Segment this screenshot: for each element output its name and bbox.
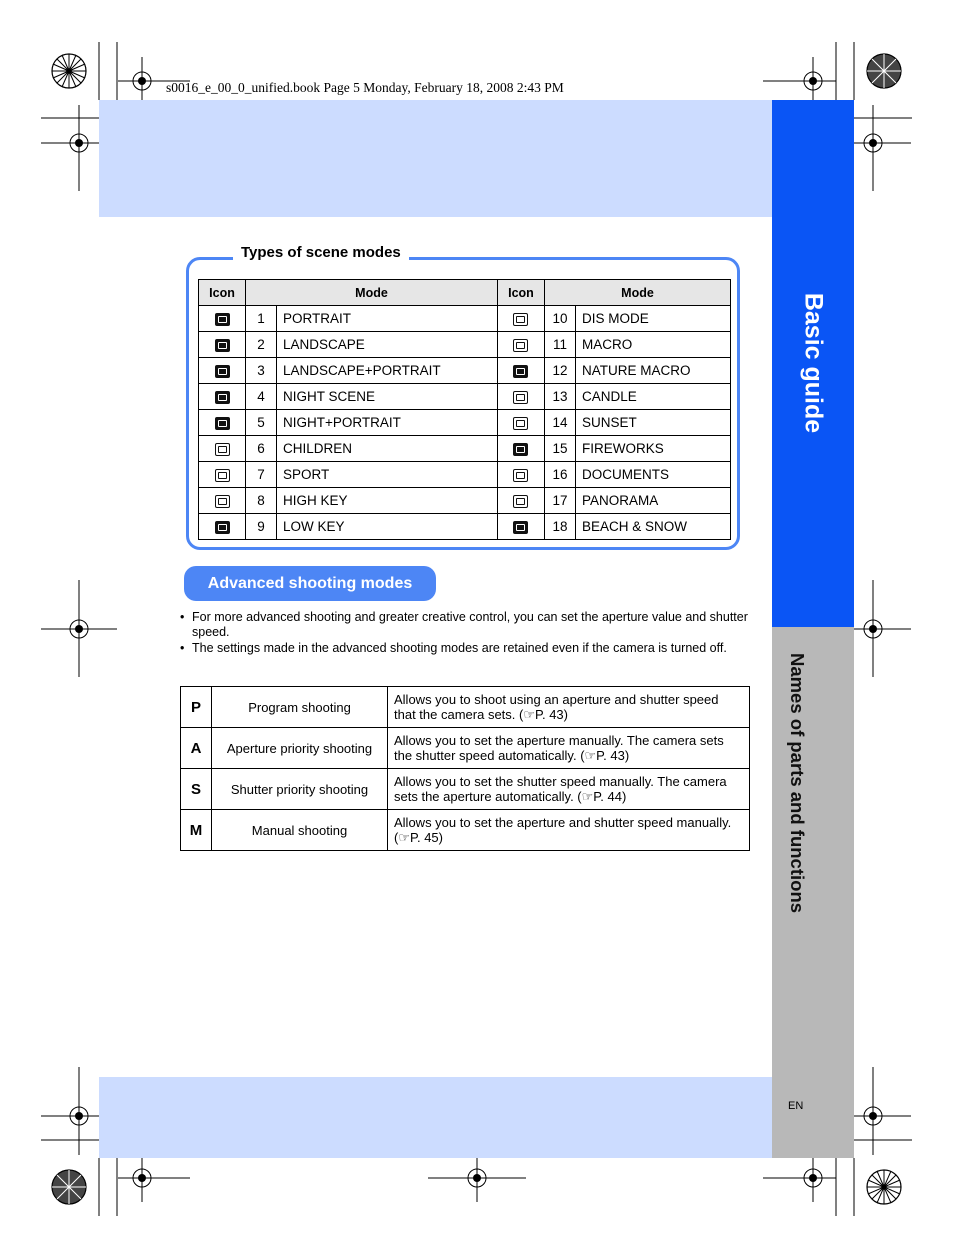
- table-header-row: [199, 280, 731, 306]
- landscape-icon: [215, 339, 230, 352]
- table-row: [199, 384, 731, 410]
- icon-cell: [199, 358, 246, 384]
- table-row: [181, 810, 750, 851]
- table-row: [199, 306, 731, 332]
- header-mode: Mode: [544, 280, 730, 306]
- mode-name: LANDSCAPE: [277, 332, 498, 358]
- mode-name: HIGH KEY: [277, 488, 498, 514]
- mode-letter: S: [181, 769, 212, 810]
- mode-number: 2: [246, 332, 277, 358]
- icon-cell: [199, 332, 246, 358]
- children-icon: [215, 443, 230, 456]
- icon-cell: [497, 514, 544, 540]
- mode-name: LOW KEY: [277, 514, 498, 540]
- table-row: [199, 436, 731, 462]
- table-row: [199, 332, 731, 358]
- scene-modes-title: Types of scene modes: [233, 244, 409, 261]
- mode-number: 14: [544, 410, 575, 436]
- language-label: EN: [788, 1100, 804, 1112]
- icon-cell: [497, 488, 544, 514]
- mode-name: BEACH & SNOW: [575, 514, 730, 540]
- header-icon: Icon: [497, 280, 544, 306]
- mode-name: Program shooting: [212, 687, 388, 728]
- icon-cell: [199, 436, 246, 462]
- side-tab-names-parts-label: Names of parts and functions: [787, 652, 808, 914]
- sunset-icon: [513, 417, 528, 430]
- mode-number: 13: [544, 384, 575, 410]
- mode-number: 15: [544, 436, 575, 462]
- mode-number: 18: [544, 514, 575, 540]
- icon-cell: [497, 436, 544, 462]
- mode-name: NIGHT SCENE: [277, 384, 498, 410]
- mode-letter: A: [181, 728, 212, 769]
- header-mode: Mode: [246, 280, 498, 306]
- icon-cell: [199, 306, 246, 332]
- icon-cell: [497, 410, 544, 436]
- candle-icon: [513, 391, 528, 404]
- mode-name: Shutter priority shooting: [212, 769, 388, 810]
- header-icon: Icon: [199, 280, 246, 306]
- mode-description: Allows you to set the shutter speed manually. The camera sets the aperture automatically. (☞P. 44): [388, 769, 750, 810]
- low-key-icon: [215, 521, 230, 534]
- mode-number: 3: [246, 358, 277, 384]
- mode-number: 7: [246, 462, 277, 488]
- icon-cell: [497, 384, 544, 410]
- mode-description: Allows you to shoot using an aperture and shutter speed that the camera sets. (☞P. 43): [388, 687, 750, 728]
- high-key-icon: [215, 495, 230, 508]
- mode-number: 8: [246, 488, 277, 514]
- mode-letter: P: [181, 687, 212, 728]
- mode-number: 9: [246, 514, 277, 540]
- bottom-band: [99, 1077, 772, 1158]
- mode-description: Allows you to set the aperture and shutter speed manually. (☞P. 45): [388, 810, 750, 851]
- mode-name: NIGHT+PORTRAIT: [277, 410, 498, 436]
- nature-macro-icon: [513, 365, 528, 378]
- dis-mode-icon: [513, 313, 528, 326]
- icon-cell: [199, 462, 246, 488]
- mode-name: CANDLE: [575, 384, 730, 410]
- night-portrait-icon: [215, 417, 230, 430]
- documents-icon: [513, 469, 528, 482]
- icon-cell: [497, 358, 544, 384]
- side-tab-names-parts[interactable]: [772, 627, 854, 1158]
- mode-name: CHILDREN: [277, 436, 498, 462]
- mode-name: SPORT: [277, 462, 498, 488]
- beach-snow-icon: [513, 521, 528, 534]
- mode-name: NATURE MACRO: [575, 358, 730, 384]
- icon-cell: [199, 488, 246, 514]
- top-band: [99, 100, 772, 217]
- landscape-portrait-icon: [215, 365, 230, 378]
- advanced-modes-title: Advanced shooting modes: [184, 566, 436, 601]
- mode-number: 10: [544, 306, 575, 332]
- list-item: • The settings made in the advanced shooting modes are retained even if the camera is turned off.: [180, 641, 750, 656]
- scene-modes-table: [198, 279, 731, 540]
- mode-number: 4: [246, 384, 277, 410]
- mode-description: Allows you to set the aperture manually. The camera sets the shutter speed automatically. (☞P. 43): [388, 728, 750, 769]
- mode-name: FIREWORKS: [575, 436, 730, 462]
- icon-cell: [199, 410, 246, 436]
- macro-icon: [513, 339, 528, 352]
- table-row: [181, 728, 750, 769]
- mode-number: 1: [246, 306, 277, 332]
- mode-name: PANORAMA: [575, 488, 730, 514]
- portrait-icon: [215, 313, 230, 326]
- icon-cell: [497, 306, 544, 332]
- table-row: [199, 358, 731, 384]
- mode-name: Aperture priority shooting: [212, 728, 388, 769]
- icon-cell: [199, 514, 246, 540]
- mode-number: 16: [544, 462, 575, 488]
- mode-letter: M: [181, 810, 212, 851]
- fireworks-icon: [513, 443, 528, 456]
- night-scene-icon: [215, 391, 230, 404]
- table-row: [199, 410, 731, 436]
- sport-icon: [215, 469, 230, 482]
- panorama-icon: [513, 495, 528, 508]
- mode-name: MACRO: [575, 332, 730, 358]
- list-item: • For more advanced shooting and greater creative control, you can set the aperture value and shutter speed.: [180, 610, 750, 640]
- icon-cell: [199, 384, 246, 410]
- mode-name: Manual shooting: [212, 810, 388, 851]
- mode-number: 12: [544, 358, 575, 384]
- icon-cell: [497, 462, 544, 488]
- mode-name: DOCUMENTS: [575, 462, 730, 488]
- mode-name: DIS MODE: [575, 306, 730, 332]
- mode-number: 17: [544, 488, 575, 514]
- table-row: [181, 687, 750, 728]
- table-row: [181, 769, 750, 810]
- mode-name: SUNSET: [575, 410, 730, 436]
- side-tab-basic-guide-label: Basic guide: [799, 292, 828, 434]
- table-row: [199, 514, 731, 540]
- mode-name: PORTRAIT: [277, 306, 498, 332]
- book-info-header: s0016_e_00_0_unified.book Page 5 Monday, February 18, 2008 2:43 PM: [166, 80, 564, 95]
- mode-number: 5: [246, 410, 277, 436]
- icon-cell: [497, 332, 544, 358]
- table-row: [199, 462, 731, 488]
- mode-name: LANDSCAPE+PORTRAIT: [277, 358, 498, 384]
- advanced-bullet-list: [180, 610, 750, 657]
- mode-number: 6: [246, 436, 277, 462]
- mode-number: 11: [544, 332, 575, 358]
- table-row: [199, 488, 731, 514]
- advanced-modes-table: [180, 686, 750, 851]
